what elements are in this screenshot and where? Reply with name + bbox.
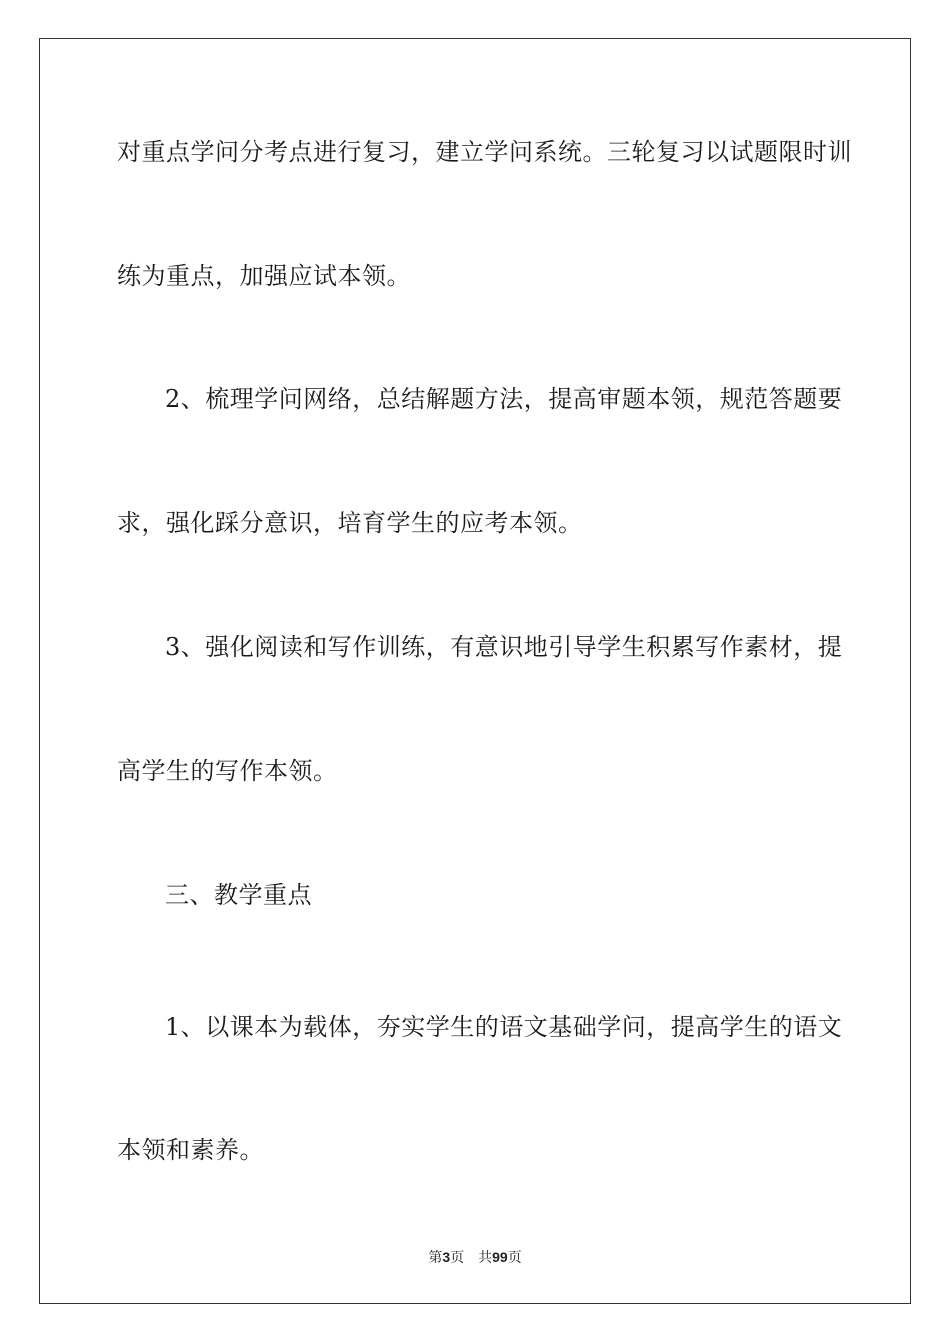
body-line-5: 3、强化阅读和写作训练，有意识地引导学生积累写作素材，提 — [165, 633, 843, 661]
footer-page-number: 3 — [442, 1249, 451, 1265]
body-line-1: 对重点学问分考点进行复习，建立学问系统。三轮复习以试题限时训 — [117, 138, 852, 166]
footer-page-suffix: 页 — [450, 1250, 465, 1266]
page-footer — [0, 1248, 950, 1267]
footer-total-suffix: 页 — [507, 1250, 522, 1266]
body-line-3: 2、梳理学问网络，总结解题方法，提高审题本领，规范答题要 — [165, 385, 843, 413]
page-frame — [39, 38, 911, 1304]
body-line-6: 高学生的写作本领。 — [117, 757, 338, 785]
body-line-9: 本领和素养。 — [117, 1136, 264, 1164]
body-line-2: 练为重点，加强应试本领。 — [117, 262, 411, 290]
body-line-4: 求，强化踩分意识，培育学生的应考本领。 — [117, 509, 583, 537]
footer-total-pages: 99 — [492, 1249, 508, 1265]
body-line-8: 1、以课本为载体，夯实学生的语文基础学问，提高学生的语文 — [165, 1013, 843, 1041]
footer-total-prefix: 共 — [478, 1250, 493, 1266]
footer-page-prefix: 第 — [428, 1250, 443, 1266]
section-heading: 三、教学重点 — [165, 881, 312, 909]
